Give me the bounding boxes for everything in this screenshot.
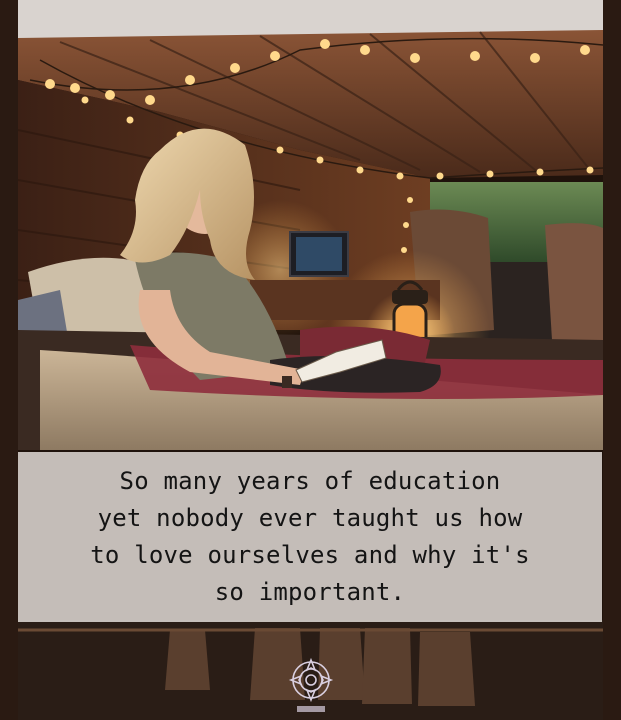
quote-line: so important. [214,578,406,606]
quote-text [90,463,529,611]
quote-line: to love ourselves and why it's [90,541,530,569]
quote-line: So many years of education [119,467,501,495]
laptop-icon [290,232,348,276]
quote-caption-box [18,452,602,622]
quote-line: yet nobody ever taught us how [97,504,523,532]
mandala-logo-icon [285,656,337,716]
